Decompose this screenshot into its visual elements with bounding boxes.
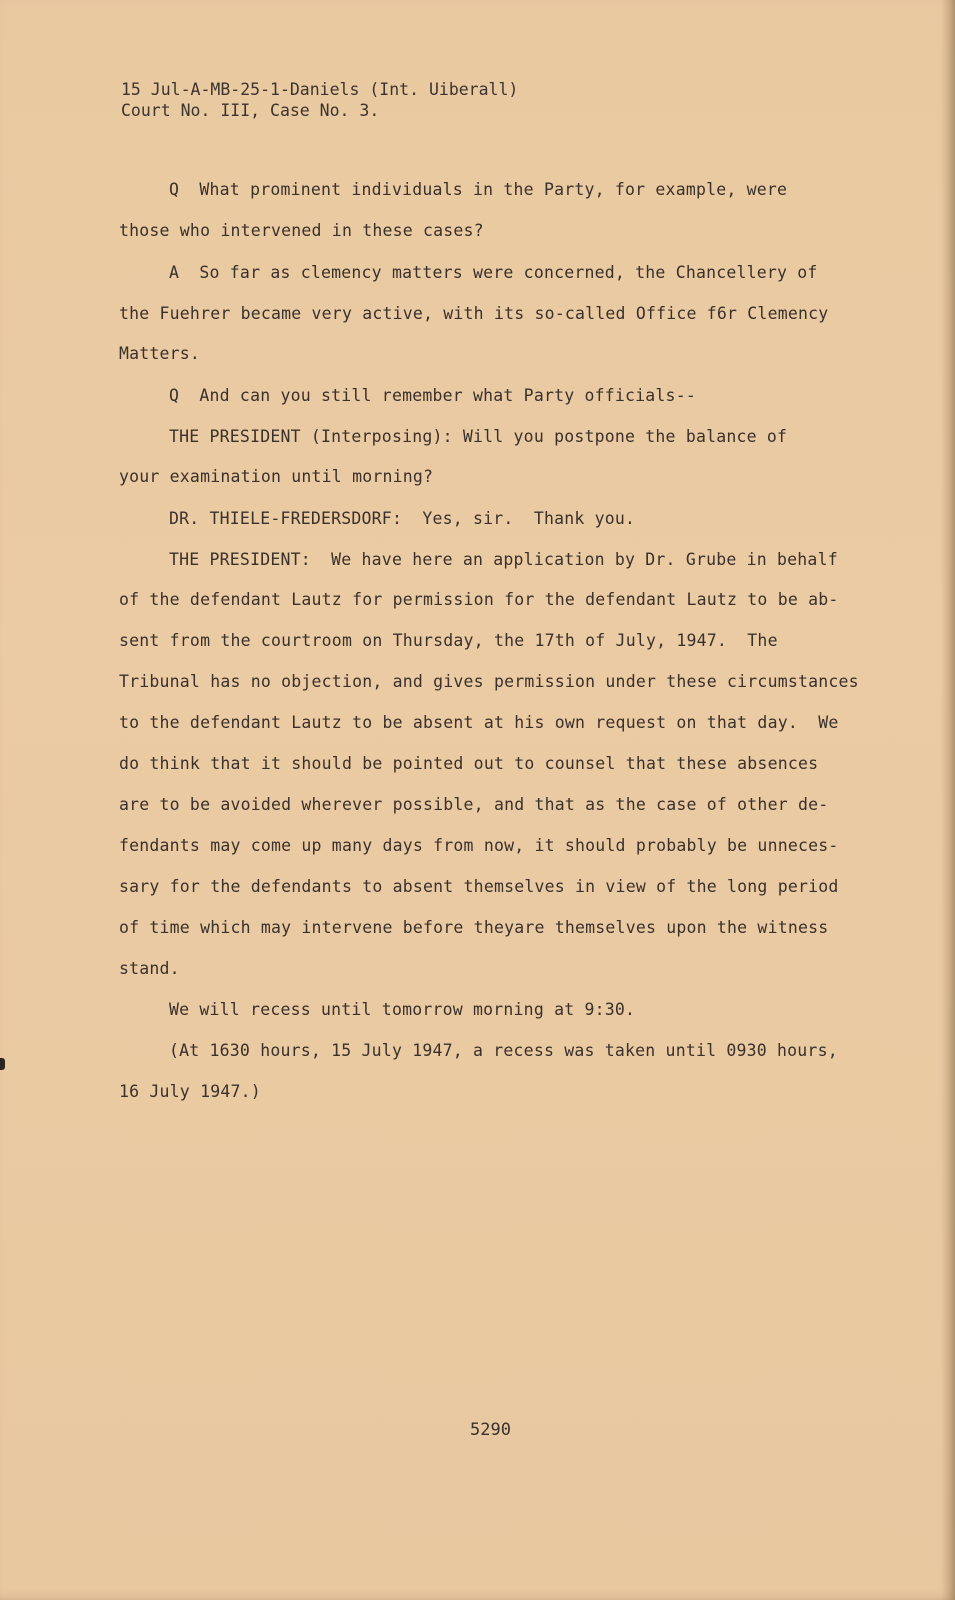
document-header [121, 79, 518, 121]
header-line-court: Court No. III, Case No. 3. [121, 101, 380, 120]
transcript-line: do think that it should be pointed out to counsel that these absences [119, 754, 819, 773]
transcript-line: to the defendant Lautz to be absent at his own request on that day. We [119, 713, 839, 732]
transcript-line: Q What prominent individuals in the Party, for example, were [169, 180, 788, 199]
transcript-line: the Fuehrer became very active, with its so-called Office f6r Clemency [119, 304, 829, 323]
transcript-line: stand. [119, 959, 180, 978]
transcript-line: A So far as clemency matters were concerned, the Chancellery of [169, 263, 818, 282]
transcript-line: your examination until morning? [119, 467, 434, 486]
header-line-reference: 15 Jul-A-MB-25-1-Daniels (Int. Uiberall) [121, 80, 519, 99]
transcript-line: We will recess until tomorrow morning at 9:30. [169, 1000, 636, 1019]
binding-mark [0, 1058, 5, 1070]
transcript-line: sary for the defendants to absent themselves in view of the long period [119, 877, 839, 896]
transcript-line: 16 July 1947.) [119, 1082, 261, 1101]
transcript-line: are to be avoided wherever possible, and that as the case of other de- [119, 795, 829, 814]
page-number: 5290 [470, 1420, 511, 1440]
transcript-line: (At 1630 hours, 15 July 1947, a recess was taken until 0930 hours, [169, 1041, 838, 1060]
paper-edge-shadow [941, 0, 955, 1600]
transcript-line: of time which may intervene before theyare themselves upon the witness [119, 918, 829, 937]
transcript-line: THE PRESIDENT: We have here an application by Dr. Grube in behalf [169, 550, 838, 569]
transcript-line: Matters. [119, 344, 201, 363]
transcript-line: those who intervened in these cases? [119, 221, 484, 240]
transcript-line: DR. THIELE-FREDERSDORF: Yes, sir. Thank you. [169, 509, 636, 528]
transcript-line: Q And can you still remember what Party officials-- [169, 386, 696, 405]
transcript-line: THE PRESIDENT (Interposing): Will you postpone the balance of [169, 427, 788, 446]
transcript-line: of the defendant Lautz for permission for the defendant Lautz to be ab- [119, 590, 839, 609]
transcript-line: fendants may come up many days from now, it should probably be unneces- [119, 836, 839, 855]
transcript-line: Tribunal has no objection, and gives permission under these circumstances [119, 672, 859, 691]
transcript-line: sent from the courtroom on Thursday, the 17th of July, 1947. The [119, 631, 778, 650]
